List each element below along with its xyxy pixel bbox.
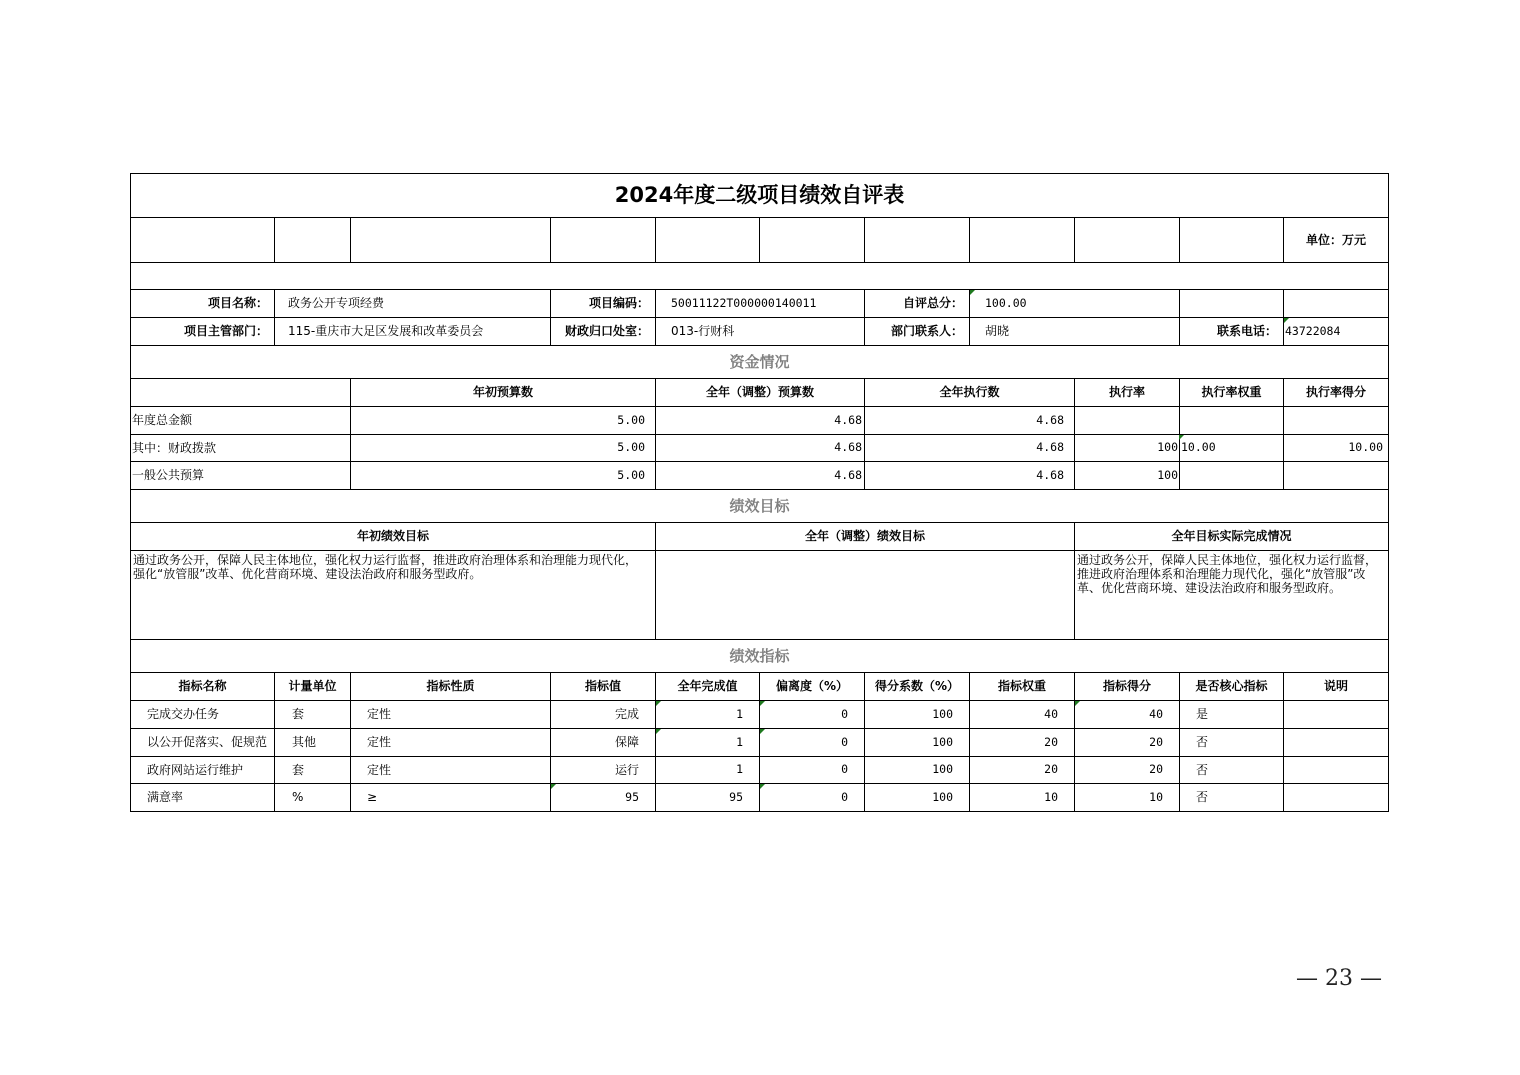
goals-actual-text: 通过政务公开，保障人民主体地位，强化权力运行监督，推进政府治理体系和治理能力现代化，强化“放管服”改革、优化营商环境、建设法治政府和服务型政府。 [1077, 553, 1378, 595]
ind-row-target: 保障 [614, 735, 639, 750]
funds-row-score [1284, 462, 1388, 489]
funds-row-initial: 5.00 [617, 440, 645, 455]
ind-row-note [1284, 701, 1388, 728]
ind-row-target: 完成 [614, 707, 639, 722]
ind-row-name: 政府网站运行维护 [147, 762, 244, 777]
funds-row-rate: 100 [1157, 440, 1178, 455]
goals-adjusted-text [656, 551, 1074, 639]
ind-row-note [1284, 784, 1388, 811]
dept-label: 项目主管部门： [183, 324, 268, 339]
ind-row-nature: 定性 [367, 762, 392, 777]
ind-header-note: 说明 [1323, 679, 1348, 694]
self-evaluation-table [130, 173, 1389, 812]
funds-row-executed: 4.68 [1036, 440, 1064, 455]
contact-value: 胡晓 [985, 324, 1010, 339]
funds-row-executed: 4.68 [1036, 412, 1064, 427]
ind-row-name: 以公开促落实、促规范 [147, 735, 268, 750]
funds-row-name: 一般公共预算 [132, 468, 205, 483]
ind-header-core: 是否核心指标 [1195, 679, 1268, 694]
ind-row-weight: 40 [1044, 706, 1058, 721]
funds-header-executed: 全年执行数 [939, 385, 1000, 400]
ind-row-deviation: 0 [841, 789, 848, 804]
total-score-label: 自评总分： [902, 296, 963, 311]
ind-header-unit: 计量单位 [288, 679, 337, 694]
ind-row-deviation: 0 [841, 734, 848, 749]
ind-row-nature: 定性 [367, 735, 392, 750]
funds-header-adjusted: 全年（调整）预算数 [705, 385, 814, 400]
ind-header-score: 指标得分 [1102, 679, 1151, 694]
unit-label: 单位：万元 [1305, 232, 1366, 247]
ind-row-weight: 20 [1044, 762, 1058, 777]
project-name-value: 政务公开专项经费 [288, 296, 385, 311]
goals-initial-text: 通过政务公开，保障人民主体地位，强化权力运行监督，推进政府治理体系和治理能力现代化，强化“放管服”改革、优化营商环境、建设法治政府和服务型政府。 [133, 553, 638, 581]
ind-row-target: 运行 [614, 762, 639, 777]
funds-row-rate [1075, 407, 1179, 434]
finance-label: 财政归口处室： [564, 324, 649, 339]
phone-label: 联系电话： [1216, 324, 1277, 339]
ind-row-core: 否 [1196, 762, 1209, 777]
ind-row-actual: 1 [736, 706, 743, 721]
funds-header-rate: 执行率 [1108, 385, 1145, 400]
funds-row-adjusted: 4.68 [834, 440, 862, 455]
goals-section-title: 绩效目标 [729, 497, 790, 515]
dept-value: 115-重庆市大足区发展和改革委员会 [288, 324, 484, 339]
funds-row-initial: 5.00 [617, 467, 645, 482]
funds-row-score: 10.00 [1348, 440, 1383, 455]
ind-row-coef: 100 [932, 706, 953, 721]
total-score-value: 100.00 [985, 295, 1027, 310]
ind-row-unit: 套 [292, 707, 305, 722]
ind-header-target: 指标值 [584, 679, 621, 694]
funds-row-rate: 100 [1157, 467, 1178, 482]
goals-header-actual: 全年目标实际完成情况 [1171, 529, 1292, 544]
ind-row-core: 否 [1196, 790, 1209, 805]
project-code-label: 项目编码： [588, 296, 649, 311]
goals-header-initial: 年初绩效目标 [356, 529, 429, 544]
ind-header-coef: 得分系数（%） [874, 679, 960, 694]
funds-header-initial: 年初预算数 [472, 385, 533, 400]
funds-row-name: 其中：财政拨款 [132, 440, 217, 455]
ind-row-actual: 95 [729, 789, 743, 804]
ind-row-score: 10 [1149, 789, 1163, 804]
ind-row-deviation: 0 [841, 762, 848, 777]
ind-header-deviation: 偏离度（%） [775, 679, 849, 694]
funds-row-adjusted: 4.68 [834, 412, 862, 427]
ind-row-note [1284, 757, 1388, 783]
project-code-value: 50011122T000000140011 [671, 295, 817, 310]
ind-row-core: 否 [1196, 735, 1209, 750]
ind-header-actual: 全年完成值 [677, 679, 738, 694]
funds-row-weight [1180, 462, 1283, 489]
ind-row-weight: 10 [1044, 789, 1058, 804]
ind-row-unit: 套 [292, 762, 305, 777]
funds-row-name: 年度总金额 [132, 413, 193, 428]
ind-row-actual: 1 [736, 762, 743, 777]
page-number: — 23 — [1296, 966, 1382, 991]
finance-value: 013-行财科 [671, 324, 735, 339]
ind-row-coef: 100 [932, 762, 953, 777]
goals-header-adjusted: 全年（调整）绩效目标 [804, 529, 925, 544]
funds-row-score [1284, 407, 1388, 434]
funds-section-title: 资金情况 [729, 353, 790, 371]
ind-row-deviation: 0 [841, 706, 848, 721]
page-title: 2024年度二级项目绩效自评表 [614, 182, 905, 207]
ind-row-score: 20 [1149, 734, 1163, 749]
ind-header-weight: 指标权重 [997, 679, 1046, 694]
funds-row-adjusted: 4.68 [834, 467, 862, 482]
ind-header-name: 指标名称 [178, 679, 227, 694]
indicators-section-title: 绩效指标 [729, 647, 790, 665]
phone-value: 43722084 [1285, 323, 1341, 338]
ind-row-name: 完成交办任务 [147, 707, 220, 722]
ind-row-note [1284, 729, 1388, 756]
ind-row-core: 是 [1196, 707, 1209, 722]
ind-row-unit: 其他 [292, 735, 317, 750]
ind-row-score: 20 [1149, 762, 1163, 777]
ind-row-weight: 20 [1044, 734, 1058, 749]
ind-row-coef: 100 [932, 789, 953, 804]
ind-row-nature: 定性 [367, 707, 392, 722]
project-name-label: 项目名称： [207, 296, 268, 311]
funds-row-weight: 10.00 [1181, 440, 1216, 455]
funds-row-weight [1180, 407, 1283, 434]
funds-header-score: 执行率得分 [1305, 385, 1366, 400]
ind-row-nature: ≥ [367, 790, 378, 805]
ind-row-name: 满意率 [147, 790, 184, 805]
ind-row-unit: % [292, 790, 304, 805]
funds-row-initial: 5.00 [617, 412, 645, 427]
ind-row-actual: 1 [736, 734, 743, 749]
ind-row-target: 95 [625, 789, 639, 804]
ind-header-nature: 指标性质 [426, 679, 475, 694]
funds-header-weight: 执行率权重 [1201, 385, 1262, 400]
ind-row-coef: 100 [932, 734, 953, 749]
funds-row-executed: 4.68 [1036, 467, 1064, 482]
contact-label: 部门联系人： [890, 324, 963, 339]
ind-row-score: 40 [1149, 706, 1163, 721]
